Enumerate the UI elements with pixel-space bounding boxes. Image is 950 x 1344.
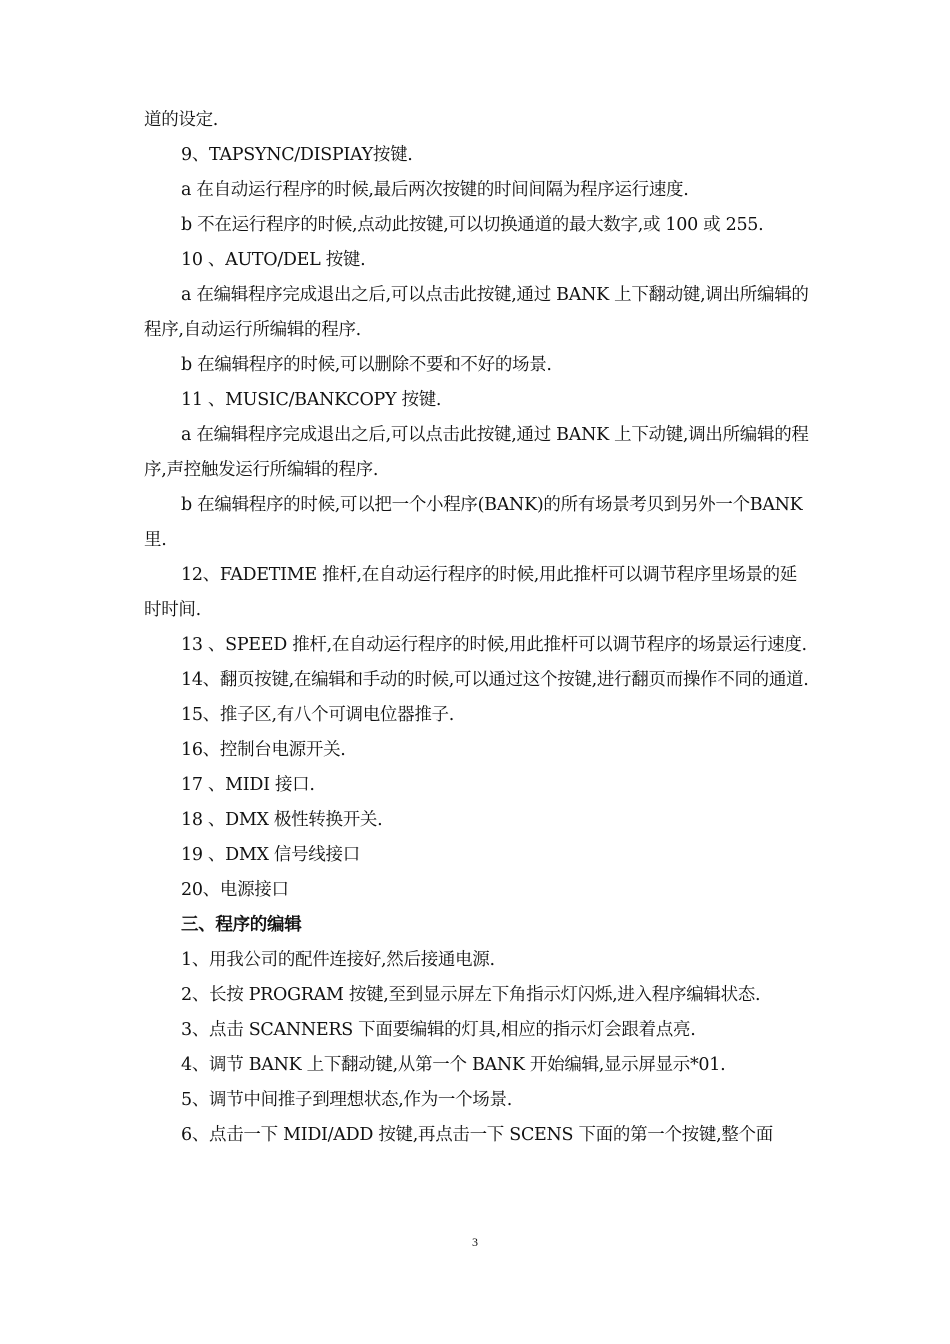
paragraph: a 在编辑程序完成退出之后,可以点击此按键,通过 BANK 上下翻动键,调出所编辑的程序,自动运行所编辑的程序. [144,285,809,340]
page-number: 3 [472,1235,478,1249]
paragraph: 10 、AUTO/DEL 按键. [181,250,366,270]
paragraph: 道的设定. [144,110,219,130]
section-heading: 三、程序的编辑 [181,915,302,935]
document-body [144,103,810,1153]
paragraph: 15、推子区,有八个可调电位器推子. [181,705,454,725]
paragraph: b 在编辑程序的时候,可以把一个小程序(BANK)的所有场景考贝到另外一个BANK 里. [144,495,803,550]
paragraph: 17 、MIDI 接口. [181,775,315,795]
paragraph: 3、点击 SCANNERS 下面要编辑的灯具,相应的指示灯会跟着点亮. [181,1020,696,1040]
paragraph: a 在自动运行程序的时候,最后两次按键的时间间隔为程序运行速度. [181,180,689,200]
paragraph: a 在编辑程序完成退出之后,可以点击此按键,通过 BANK 上下动键,调出所编辑的程序,声控触发运行所编辑的程序. [144,425,809,480]
paragraph: 11 、MUSIC/BANKCOPY 按键. [181,390,442,410]
paragraph: b 在编辑程序的时候,可以删除不要和不好的场景. [181,355,552,375]
paragraph: 5、调节中间推子到理想状态,作为一个场景. [181,1090,512,1110]
paragraph: 16、控制台电源开关. [181,740,346,760]
paragraph: 19 、DMX 信号线接口 [181,845,360,865]
paragraph: 12、FADETIME 推杆,在自动运行程序的时候,用此推杆可以调节程序里场景的延时时间. [144,565,797,620]
paragraph: 9、TAPSYNC/DISPIAY按键. [181,145,413,165]
paragraph: 6、点击一下 MIDI/ADD 按键,再点击一下 SCENS 下面的第一个按键,整个面 [181,1125,773,1145]
paragraph: b 不在运行程序的时候,点动此按键,可以切换通道的最大数字,或 100 或 255. [181,215,764,235]
paragraph: 2、长按 PROGRAM 按键,至到显示屏左下角指示灯闪烁,进入程序编辑状态. [181,985,761,1005]
paragraph: 4、调节 BANK 上下翻动键,从第一个 BANK 开始编辑,显示屏显示*01. [181,1055,726,1075]
paragraph: 18 、DMX 极性转换开关. [181,810,383,830]
paragraph: 13 、SPEED 推杆,在自动运行程序的时候,用此推杆可以调节程序的场景运行速度. [181,635,807,655]
paragraph: 20、电源接口 [181,880,289,900]
paragraph: 1、用我公司的配件连接好,然后接通电源. [181,950,495,970]
paragraph: 14、翻页按键,在编辑和手动的时候,可以通过这个按键,进行翻页而操作不同的通道. [181,670,809,690]
